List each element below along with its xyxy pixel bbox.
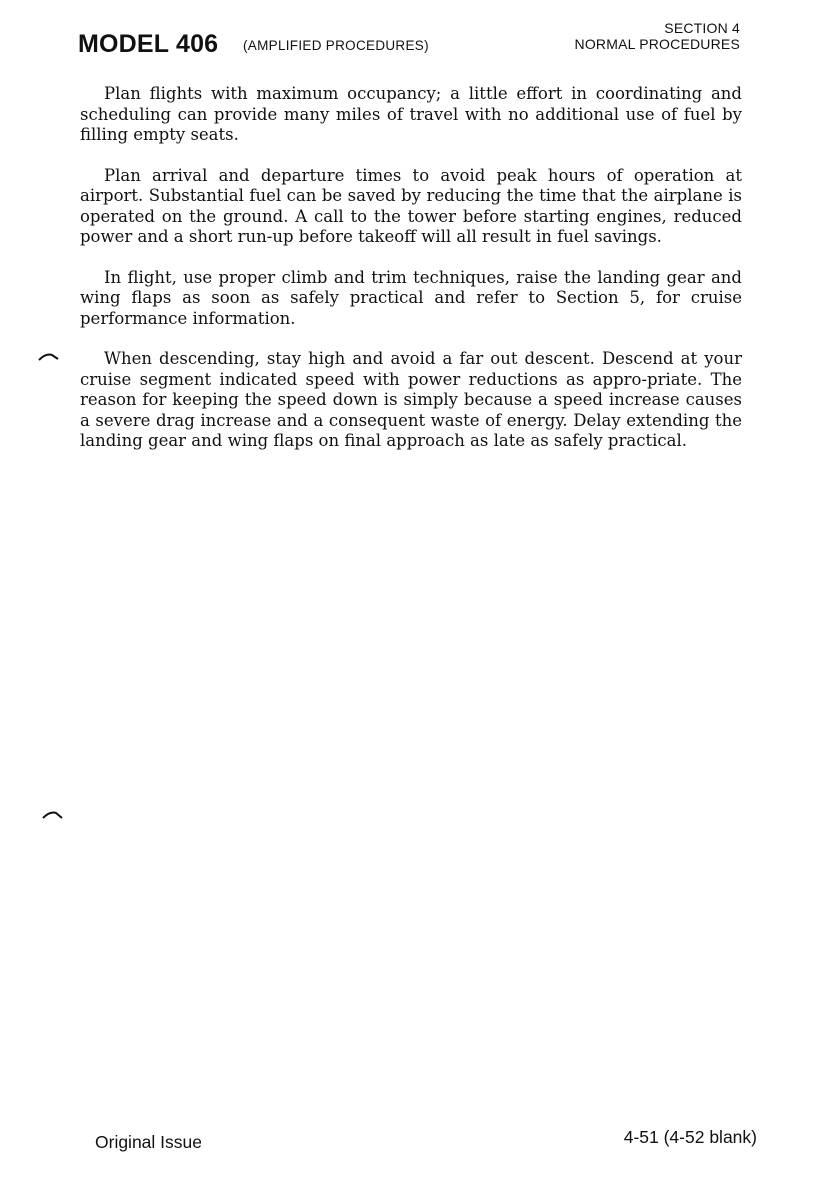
section-header xyxy=(575,20,740,52)
paragraph-arrival-departure: Plan arrival and departure times to avoid peak hours of operation at airport. Substantial fuel can be saved by reducing the time that the airplane is operated on the ground. A call to the tower before starting engines, reduced power and a short run-up before takeoff will all result in fuel savings. xyxy=(80,165,742,246)
procedures-subtitle: (AMPLIFIED PROCEDURES) xyxy=(243,38,429,53)
section-number: SECTION 4 xyxy=(664,20,740,36)
section-title: NORMAL PROCEDURES xyxy=(574,36,740,52)
paragraph-descending: When descending, stay high and avoid a far out descent. Descend at your cruise segment indicated speed with power reductions as appro-priate. The reason for keeping the speed down is simply because a speed increase causes a severe drag increase and a consequent waste of energy. Delay extending the landing gear and wing flaps on final approach as late as safely practical. xyxy=(80,349,742,450)
margin-mark-icon xyxy=(42,810,64,820)
margin-mark-icon xyxy=(38,352,60,362)
footer-issue: Original Issue xyxy=(95,1132,202,1152)
paragraph-occupancy: Plan flights with maximum occupancy; a little effort in coordinating and scheduling can provide many miles of travel with no additional use of fuel by filling empty seats. xyxy=(80,84,742,144)
body-text xyxy=(80,84,742,472)
model-title: MODEL 406 xyxy=(78,30,219,58)
footer-page-number: 4-51 (4-52 blank) xyxy=(623,1127,757,1147)
paragraph-in-flight: In flight, use proper climb and trim techniques, raise the landing gear and wing flaps as soon as safely practical and refer to Section 5, for cruise performance information. xyxy=(80,267,742,328)
